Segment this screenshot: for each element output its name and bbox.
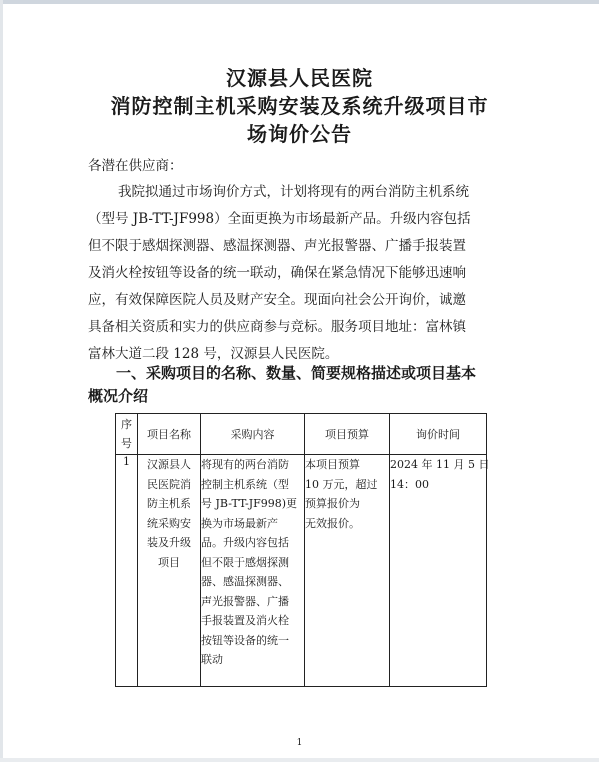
body-line: 富林大道二段 128 号，汉源县人民医院。 <box>88 346 339 362</box>
body-line: 具备相关资质和实力的供应商参与竞标。服务项目地址：富林镇 <box>88 319 466 335</box>
body-line: （型号 JB-TT-JF998）全面更换为市场最新产品。升级内容包括 <box>88 211 471 227</box>
header-content: 采购内容 <box>201 414 305 455</box>
table-row <box>116 455 487 687</box>
scan-border-top <box>0 0 599 4</box>
section-heading-line-1: 一、采购项目的名称、数量、简要规格描述或项目基本 <box>116 364 477 382</box>
cell-time: 2024 年 11 月 5 日 14：00 <box>390 455 487 687</box>
title-line-2: 消防控制主机采购安装及系统升级项目市 <box>110 94 489 118</box>
cell-seq: 1 <box>116 455 138 687</box>
header-name: 项目名称 <box>138 414 201 455</box>
header-budget: 项目预算 <box>305 414 390 455</box>
salutation: 各潜在供应商： <box>88 158 183 174</box>
body-line: 我院拟通过市场询价方式，计划将现有的两台消防主机系统 <box>118 184 469 200</box>
page-number: 1 <box>296 738 303 748</box>
cell-name: 汉源县人 民医院消 防主机系 统采购安 装及升级 项目 <box>138 455 201 687</box>
title-line-1: 汉源县人民医院 <box>226 66 373 90</box>
body-line: 应，有效保障医院人员及财产安全。现面向社会公开询价，诚邀 <box>88 292 466 308</box>
scan-border-bottom <box>0 758 599 762</box>
section-heading-line-2: 概况介绍 <box>88 387 149 405</box>
header-seq: 序 号 <box>116 414 138 455</box>
procurement-table <box>115 413 490 687</box>
title-line-3: 场询价公告 <box>247 122 352 146</box>
body-line: 但不限于感烟探测器、感温探测器、声光报警器、广播手报装置 <box>88 238 466 254</box>
table-header-row <box>116 414 487 455</box>
cell-content: 将现有的两台消防 控制主机系统（型 号 JB-TT-JF998)更 换为市场最新产 品。升级内容包括 但不限于感烟探测 器、感温探测器、 声光报警器、广播 手报装置及消火栓 按钮等设备的统一 联动 <box>201 455 305 687</box>
header-time: 询价时间 <box>390 414 487 455</box>
cell-budget: 本项目预算 10 万元，超过 预算报价为 无效报价。 <box>305 455 390 687</box>
body-line: 及消火栓按钮等设备的统一联动，确保在紧急情况下能够迅速响 <box>88 265 466 281</box>
